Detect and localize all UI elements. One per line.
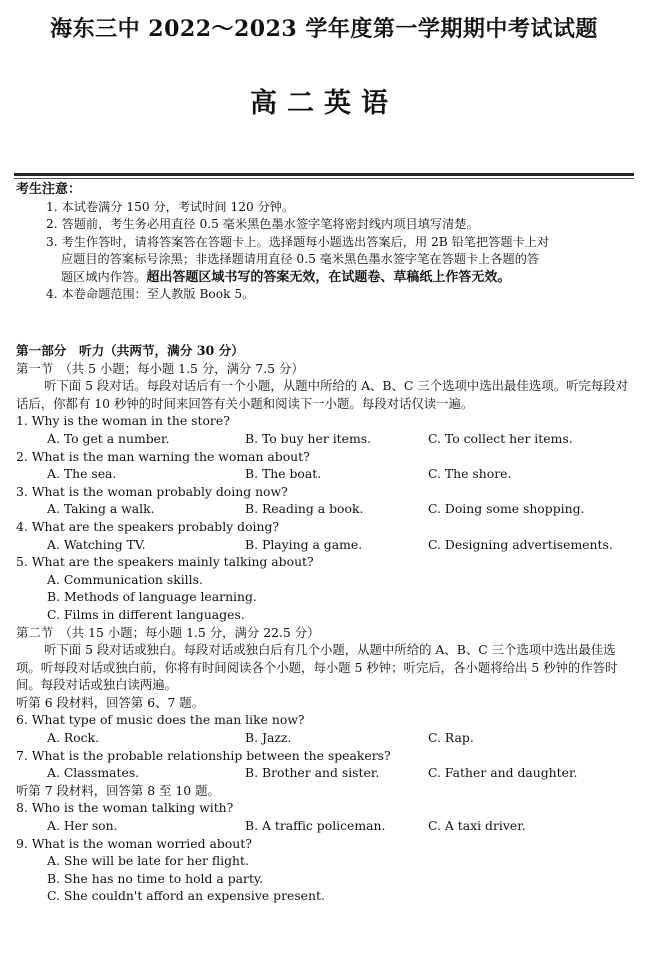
option-b: B. Jazz. [245, 730, 292, 746]
option-a: A. Rock. [47, 730, 100, 746]
option-a: A. The sea. [47, 466, 117, 482]
notes-heading: 考生注意： [16, 182, 82, 197]
question-stem: 2. What is the man warning the woman about? [16, 448, 310, 464]
question-2 [16, 448, 636, 483]
option-c: C. To collect her items. [428, 430, 573, 446]
note-item-1: 1. 本试卷满分 150 分，考试时间 120 分钟。 [46, 199, 295, 214]
option-c: C. Doing some shopping. [428, 501, 585, 517]
option-c: C. Father and daughter. [428, 765, 578, 781]
options-row [16, 465, 636, 483]
option-c: C. Rap. [428, 730, 474, 746]
option-a: A. Classmates. [47, 765, 140, 781]
question-stem: 8. Who is the woman talking with? [16, 800, 234, 816]
section2-heading: 第二节 （共 15 小题；每小题 1.5 分，满分 22.5 分） [16, 624, 320, 640]
option-c: C. She couldn't afford an expensive present. [47, 888, 325, 904]
question-stem: 7. What is the probable relationship between the speakers? [16, 747, 391, 763]
option-a: A. Taking a walk. [47, 501, 155, 517]
option-a: A. Watching TV. [47, 536, 146, 552]
section2-instruction: 听下面 5 段对话或独白。每段对话或独白后有几个小题，从题中所给的 A、B、C 三个选项中选出最佳选项。听每段对话或独白前，你将有时间阅读各个小题，每小题 5 秒钟；听完后，各小题将给出 5 秒钟的作答时间。每段对话或独白读两遍。 [16, 642, 618, 693]
option-b: B. A traffic policeman. [245, 818, 386, 834]
options-row [16, 764, 636, 782]
options-row [16, 430, 636, 448]
question-stem: 1. Why is the woman in the store? [16, 413, 230, 429]
options-row [16, 500, 636, 518]
options-row [16, 729, 636, 747]
question-stem: 4. What are the speakers probably doing? [16, 518, 280, 534]
question-4 [16, 518, 636, 553]
option-a: A. To get a number. [47, 430, 170, 446]
option-b: B. Reading a book. [245, 501, 364, 517]
option-b: B. She has no time to hold a party. [47, 870, 264, 886]
question-3 [16, 483, 636, 518]
option-a: A. She will be late for her flight. [47, 853, 249, 869]
question-5 [16, 553, 636, 623]
note-item-4: 4. 本卷命题范围：至人教版 Book 5。 [46, 287, 255, 301]
divider-thin [14, 178, 634, 179]
option-b: B. Methods of language learning. [47, 589, 257, 605]
section1-instruction: 听下面 5 段对话。每段对话后有一个小题，从题中所给的 A、B、C 三个选项中选出最佳选项。听完每段对话后，你都有 10 秒钟的时间来回答有关小题和阅读下一小题。每段对话仅读一遍。 [16, 378, 628, 411]
part1-heading: 第一部分 听力（共两节，满分 30 分） [16, 343, 244, 358]
option-c: C. A taxi driver. [428, 818, 526, 834]
options-row [16, 817, 636, 835]
question-1 [16, 412, 636, 447]
note-item-3-cont-2 [16, 269, 632, 287]
question-stem: 9. What is the woman worried about? [16, 835, 252, 851]
question-9 [16, 835, 636, 905]
note-item-3-warning: 超出答题区域书写的答案无效，在试题卷、草稿纸上作答无效。 [146, 269, 511, 285]
note-item-3: 3. 考生作答时，请将答案答在答题卡上。选择题每小题选出答案后，用 2B 铅笔把答题卡上对 [46, 234, 550, 249]
material-6-intro: 听第 6 段材料，回答第 6、7 题。 [16, 694, 205, 710]
option-a: A. Communication skills. [47, 571, 203, 587]
option-b: B. Brother and sister. [245, 765, 380, 781]
note-item-2: 2. 答题前，考生务必用直径 0.5 毫米黑色墨水签字笔将密封线内项目填写清楚。 [46, 217, 479, 231]
question-6 [16, 711, 636, 746]
option-c: C. Designing advertisements. [428, 536, 613, 552]
note-item-3-plain: 题区域内作答。 [61, 269, 147, 284]
question-stem: 3. What is the woman probably doing now? [16, 483, 288, 499]
option-c: C. The shore. [428, 466, 512, 482]
note-item-3-cont-1: 应题目的答案标号涂黑；非选择题请用直径 0.5 毫米黑色墨水签字笔在答题卡上各题的答 [61, 252, 540, 266]
option-b: B. To buy her items. [245, 430, 372, 446]
exam-subject: 高二英语 [250, 88, 398, 119]
question-7 [16, 747, 636, 782]
question-8 [16, 799, 636, 834]
option-b: B. Playing a game. [245, 536, 363, 552]
option-c: C. Films in different languages. [47, 606, 245, 622]
divider-thick [14, 173, 634, 176]
options-row [16, 536, 636, 554]
exam-title: 海东三中 2022～2023 学年度第一学期期中考试试题 [50, 16, 598, 42]
question-stem: 6. What type of music does the man like now? [16, 712, 305, 728]
listening-part [16, 342, 636, 905]
option-b: B. The boat. [245, 466, 322, 482]
question-stem: 5. What are the speakers mainly talking about? [16, 554, 314, 570]
option-a: A. Her son. [47, 818, 118, 834]
section1-heading: 第一节 （共 5 小题；每小题 1.5 分，满分 7.5 分） [16, 360, 304, 376]
candidate-notes [16, 181, 632, 304]
material-7-intro: 听第 7 段材料，回答第 8 至 10 题。 [16, 782, 220, 798]
